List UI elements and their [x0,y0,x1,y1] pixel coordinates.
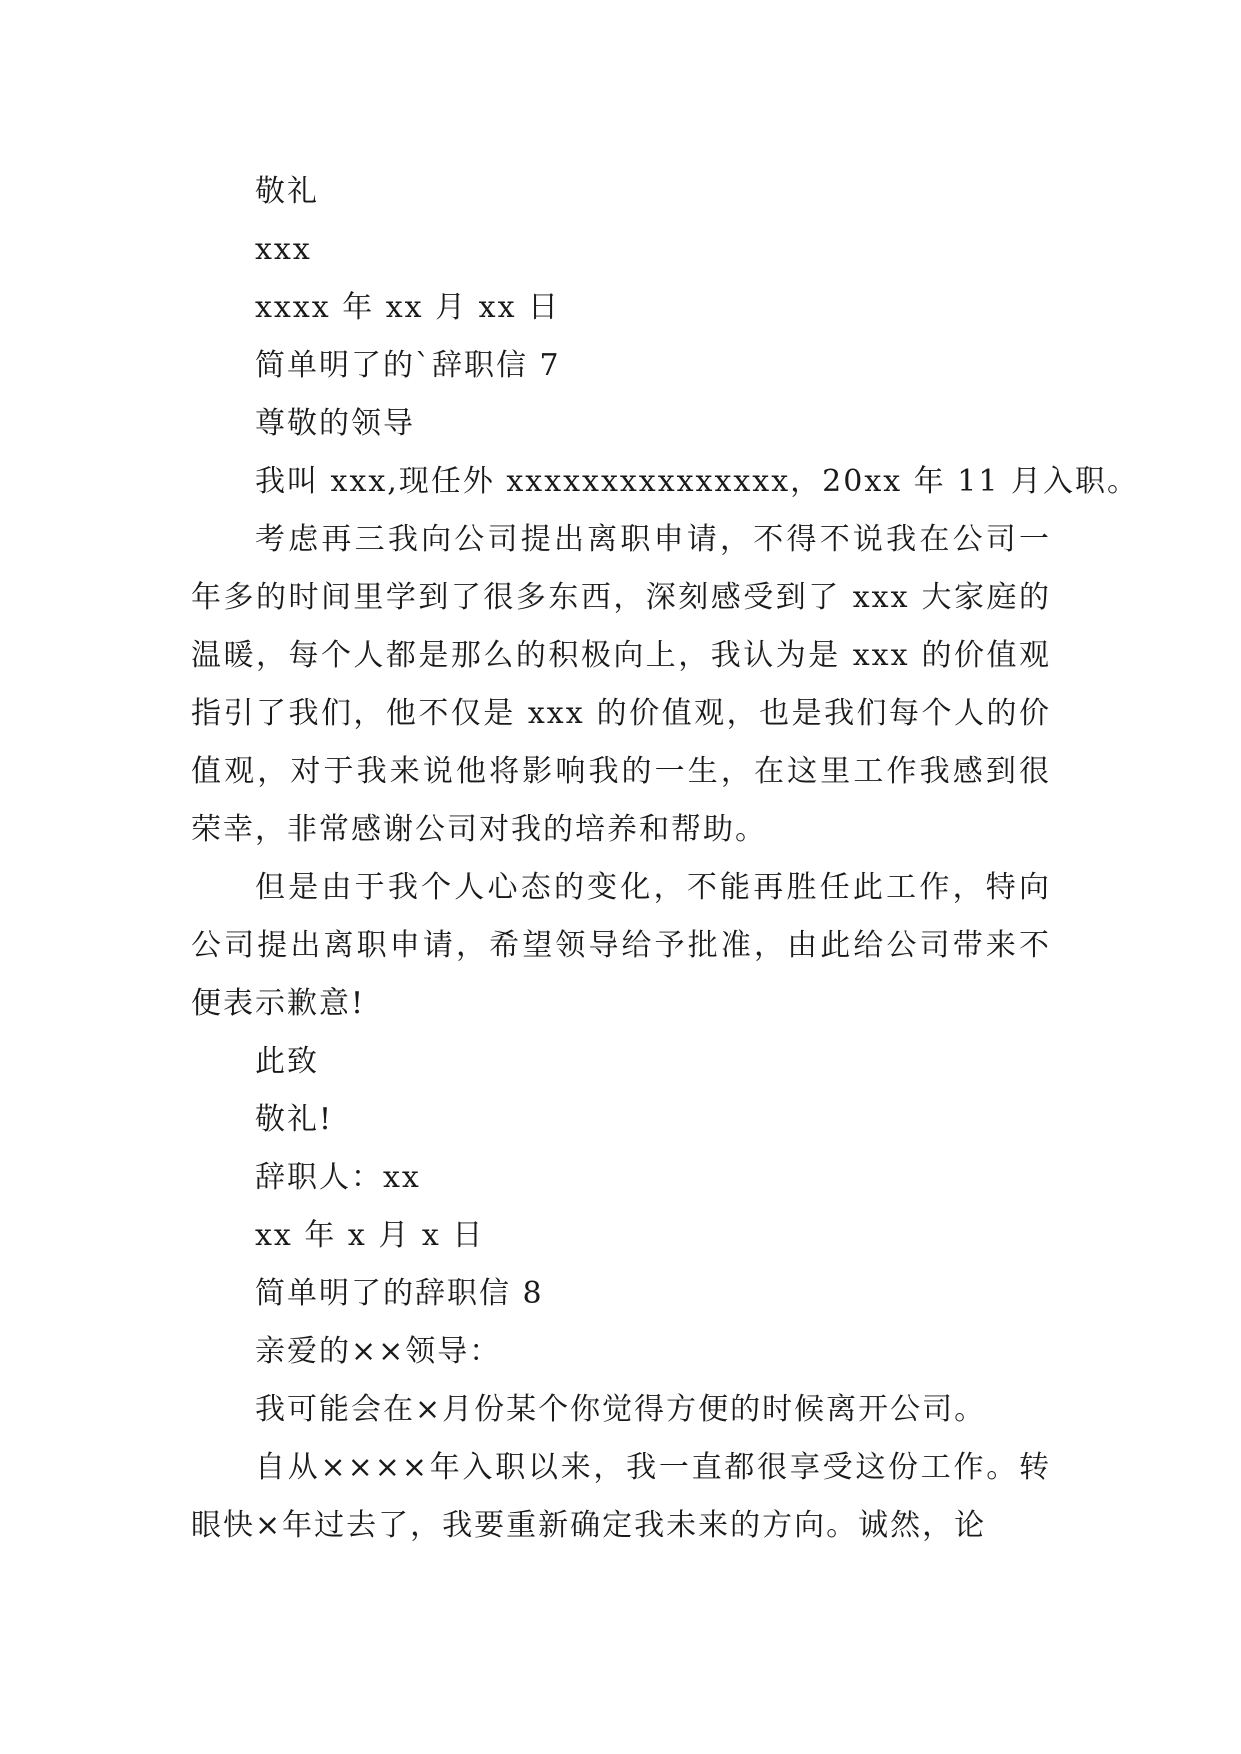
section-title: 简单明了的`辞职信 7 [255,348,561,383]
salutation-closing: 敬礼 [255,174,319,209]
letter-date: xxxx 年 xx 月 xx 日 [255,290,561,325]
paragraph-apology: 但是由于我个人心态的变化，不能再胜任此工作，特向公司提出离职申请，希望领导给予批准，由此给公司带来不便表示歉意! [191,870,1051,1021]
paragraph-reasons: 考虑再三我向公司提出离职申请，不得不说我在公司一年多的时间里学到了很多东西，深刻感受到了 xxx 大家庭的温暖，每个人都是那么的积极向上，我认为是 xxx 的价值观指引了我们，他不仅是 xxx 的价值观，也是我们每个人的价值观，对于我来说他将影响我的一生，在这里工作我感到很荣幸，非常感谢公司对我的培养和帮助。 [191,522,1051,847]
resigner-signature: 辞职人：xx [255,1160,421,1195]
closing-jingli: 敬礼! [255,1102,334,1137]
letter-body [191,163,1139,1555]
section-title: 简单明了的辞职信 8 [255,1276,544,1311]
greeting: 尊敬的领导 [255,406,415,441]
paragraph-career: 自从××××年入职以来，我一直都很享受这份工作。转眼快×年过去了，我要重新确定我未来的方向。诚然，论 [191,1450,1051,1543]
sender-name: xxx [255,232,312,267]
intro-line: 我叫 xxx,现任外 xxxxxxxxxxxxxxx，20xx 年 11 月入职。 [255,464,1139,499]
closing-cizhi: 此致 [255,1044,319,1079]
signature-date: xx 年 x 月 x 日 [255,1218,485,1253]
intro-line: 我可能会在×月份某个你觉得方便的时候离开公司。 [255,1392,987,1427]
greeting: 亲爱的××领导： [255,1334,502,1369]
